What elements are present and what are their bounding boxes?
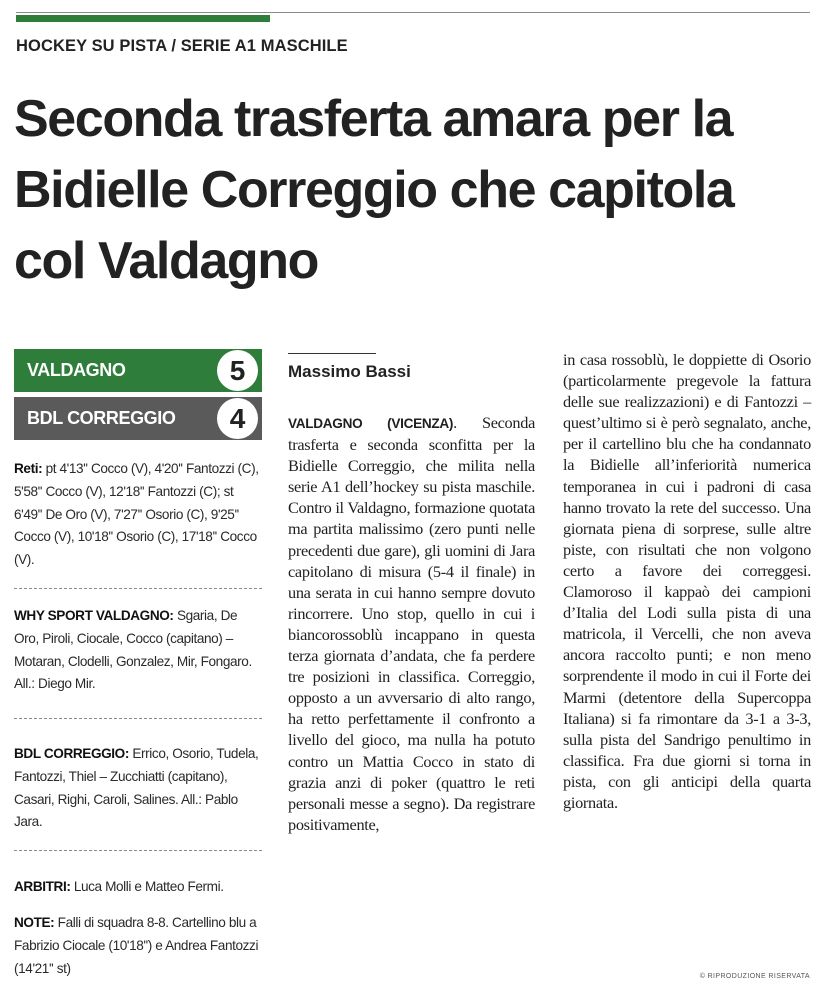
- away-team-name: BDL CORREGGIO: [27, 408, 176, 428]
- referees-label: ARBITRI:: [14, 879, 71, 894]
- article-column-1: [288, 412, 535, 835]
- byline-rule: [288, 353, 376, 354]
- divider: [14, 850, 262, 851]
- goals-label: Reti:: [14, 461, 43, 476]
- home-score: 5: [217, 350, 258, 391]
- headline: Seconda trasferta amara per la Bidielle Correggio che capitola col Valdagno: [14, 90, 734, 290]
- kicker: HOCKEY SU PISTA / SERIE A1 MASCHILE: [16, 37, 348, 55]
- section-accent-bar: [16, 15, 270, 22]
- article-column-2: [563, 349, 811, 813]
- away-score: 4: [217, 398, 258, 439]
- home-lineup-text: Sgaria, De Oro, Piroli, Ciocale, Cocco (capitano) – Motaran, Clodelli, Gonzalez, Mir, Fongaro. All.: Diego Mir.: [14, 608, 252, 692]
- referees-box: [14, 876, 264, 899]
- away-lineup-text: Errico, Osorio, Tudela, Fantozzi, Thiel – Zucchiatti (capitano), Casari, Righi, Caroli, Salines. All.: Pablo Jara.: [14, 746, 259, 830]
- home-team-name: VALDAGNO: [27, 360, 126, 380]
- divider: [14, 588, 262, 589]
- scoreboard-home: [14, 349, 262, 392]
- dateline: VALDAGNO (VICENZA): [288, 416, 454, 431]
- notes-label: NOTE:: [14, 915, 55, 930]
- notes-box: [14, 912, 264, 980]
- scoreboard-away: [14, 397, 262, 440]
- article-text-1: . Seconda trasferta e seconda sconfitta per la Bidielle Correggio, che milita nella serie A1 dell’hockey su pista maschile. Contro il Valdagno, formazione quotata ma partita malissimo (zero punti nelle precedenti due gare), gli uomini di Jara capitolano di misura (5-4 il finale) in una serata in cui hanno sempre dovuto rincorrere. Uno stop, quello in cui i biancorossoblù incappano in questa terza giornata d’andata, che fa perdere tre posizioni in classifica. Correggio, opposto a un avversario di alto rango, ha retto perfettamente il confronto a livello del gioco, ma nulla ha potuto contro un Mattia Cocco in stato di grazia anzi di poker (quattro le reti personali messe a segno). Da registrare positivamente,: [288, 413, 535, 834]
- article-paragraph-2: in casa rossoblù, le doppiette di Osorio (particolarmente pregevole la fattura delle sue realizzazioni) e di Fantozzi – quest’ultimo si è però segnalato, anche, per il cartellino blu che ha condannato la Bidielle all’inferiorità numerica temporanea in cui i padroni di casa hanno trovato la rete del successo. Una giornata piena di sorprese, sulle altre piste, con risultati che non volgono certo a favore dei correggesi. Clamoroso il kappaò dei campioni d’Italia del Lodi sulla pista di una matricola, il Vercelli, che non aveva ancora raccolto punti; e non meno sorprendente il modo in cui il Forte dei Marmi (detentore della Supercoppa Italiana) si fa rimontare da 3-1 a 3-3, sulla pista del Sandrigo penultimo in classifica. Fra due giorni si torna in pista, con gli anticipi della quarta giornata.: [563, 350, 811, 812]
- home-lineup-box: [14, 605, 264, 696]
- notes-text: Falli di squadra 8-8. Cartellino blu a Fabrizio Ciocale (10'18'') e Andrea Fantozzi (14'21'' st): [14, 915, 259, 976]
- away-lineup-box: [14, 743, 264, 834]
- article-paragraph-1: [288, 412, 535, 835]
- copyright-notice: © RIPRODUZIONE RISERVATA: [699, 973, 810, 980]
- goals-text: pt 4'13'' Cocco (V), 4'20'' Fantozzi (C), 5'58'' Cocco (V), 12'18'' Fantozzi (C); st 6'49'' De Oro (V), 7'27'' Osorio (C), 9'25'' Cocco (V), 10'18'' Osorio (C), 17'18'' Cocco (V).: [14, 461, 259, 568]
- goals-box: [14, 458, 264, 572]
- byline: Massimo Bassi: [288, 362, 411, 381]
- home-lineup-label: WHY SPORT VALDAGNO:: [14, 608, 174, 623]
- top-rule: [16, 12, 810, 13]
- away-lineup-label: BDL CORREGGIO:: [14, 746, 129, 761]
- divider: [14, 718, 262, 719]
- referees-text: Luca Molli e Matteo Fermi.: [70, 879, 224, 894]
